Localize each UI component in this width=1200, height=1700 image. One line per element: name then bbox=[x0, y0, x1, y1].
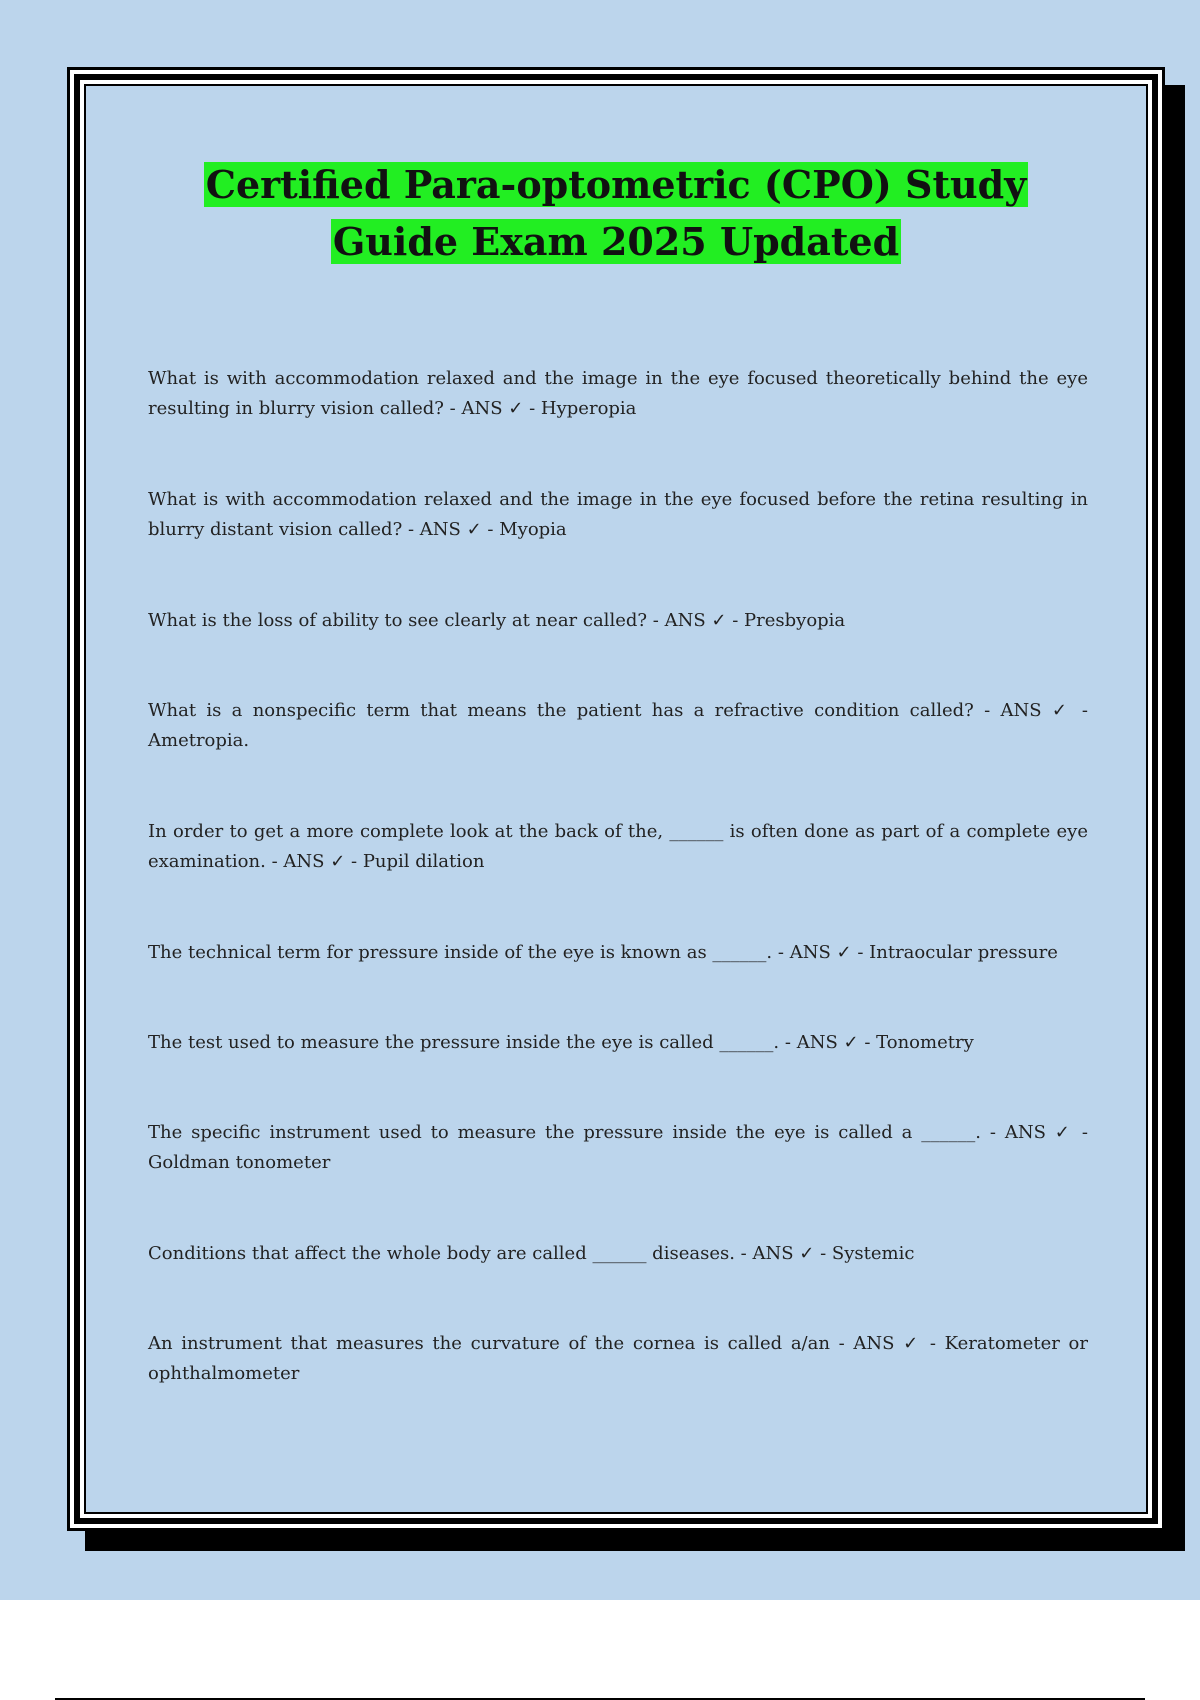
document-frame bbox=[67, 67, 1165, 1531]
answer-prefix: - ANS bbox=[740, 1243, 794, 1264]
frame-border bbox=[74, 74, 1158, 1524]
question-list bbox=[148, 364, 1088, 1450]
answer-prefix: - ANS bbox=[984, 700, 1042, 721]
answer-text: Hyperopia bbox=[540, 398, 637, 419]
question-text: The technical term for pressure inside of the eye is known as ______. bbox=[148, 942, 773, 963]
question-text: The test used to measure the pressure inside the eye is called ______. bbox=[148, 1032, 780, 1053]
answer-prefix: - ANS bbox=[271, 851, 325, 872]
question-item: What is with accommodation relaxed and the image in the eye focused theoretically behind the eye resulting in blurry vision called? - ANS ✓ - Hyperopia bbox=[148, 368, 1088, 419]
check-icon: ✓ bbox=[799, 1243, 815, 1264]
check-icon: ✓ bbox=[843, 1032, 859, 1053]
answer-prefix: - ANS bbox=[449, 398, 503, 419]
answer-text: Intraocular pressure bbox=[869, 942, 1058, 963]
answer-text: Keratometer or ophthalmometer bbox=[148, 1333, 1089, 1384]
check-icon: ✓ bbox=[508, 398, 524, 419]
question-item: The technical term for pressure inside of the eye is known as ______. - ANS ✓ - Intraocular pressure bbox=[148, 942, 1058, 963]
question-item: What is a nonspecific term that means the patient has a refractive condition called? - ANS ✓ - Ametropia. bbox=[148, 700, 1088, 751]
question-text: What is the loss of ability to see clearly at near called? bbox=[148, 610, 648, 631]
check-icon: ✓ bbox=[466, 519, 482, 540]
answer-text: Tonometry bbox=[876, 1032, 974, 1053]
question-text: What is with accommodation relaxed and the image in the eye focused before the retina resulting in blurry distant vision called? bbox=[148, 489, 1088, 540]
answer-prefix: - ANS bbox=[407, 519, 461, 540]
answer-prefix: - ANS bbox=[652, 610, 706, 631]
answer-text: Pupil dilation bbox=[362, 851, 485, 872]
question-item: In order to get a more complete look at the back of the, ______ is often done as part of a complete eye examination. - ANS ✓ - Pupil dilation bbox=[148, 821, 1088, 872]
question-text: Conditions that affect the whole body are called ______ diseases. bbox=[148, 1243, 735, 1264]
answer-prefix: - ANS bbox=[784, 1032, 838, 1053]
answer-text: Ametropia. bbox=[148, 730, 250, 751]
answer-text: Myopia bbox=[499, 519, 567, 540]
answer-text: Goldman tonometer bbox=[148, 1152, 331, 1173]
question-item: What is the loss of ability to see clearly at near called? - ANS ✓ - Presbyopia bbox=[148, 610, 846, 631]
question-item: The specific instrument used to measure the pressure inside the eye is called a ______. - ANS ✓ - Goldman tonometer bbox=[148, 1122, 1088, 1173]
question-text: The specific instrument used to measure the pressure inside the eye is called a ______. bbox=[148, 1122, 981, 1143]
question-text: An instrument that measures the curvature of the cornea is called a/an bbox=[148, 1333, 830, 1354]
check-icon: ✓ bbox=[836, 942, 852, 963]
answer-prefix: - ANS bbox=[838, 1333, 895, 1354]
document-page bbox=[84, 84, 1148, 1514]
check-icon: ✓ bbox=[903, 1333, 922, 1354]
question-item: An instrument that measures the curvature of the cornea is called a/an - ANS ✓ - Keratometer or ophthalmometer bbox=[148, 1333, 1089, 1384]
question-text: In order to get a more complete look at the back of the, ______ is often done as part of a complete eye examination. bbox=[148, 821, 1088, 872]
question-item: Conditions that affect the whole body are called ______ diseases. - ANS ✓ - Systemic bbox=[148, 1243, 915, 1264]
check-icon: ✓ bbox=[330, 851, 346, 872]
question-item: The test used to measure the pressure inside the eye is called ______. - ANS ✓ - Tonometry bbox=[148, 1032, 974, 1053]
question-text: What is a nonspecific term that means the patient has a refractive condition called? bbox=[148, 700, 974, 721]
check-icon: ✓ bbox=[1051, 700, 1072, 721]
answer-text: Systemic bbox=[831, 1243, 915, 1264]
answer-prefix: - ANS bbox=[989, 1122, 1046, 1143]
title-block bbox=[86, 156, 1146, 270]
question-text: What is with accommodation relaxed and the image in the eye focused theoretically behind the eye resulting in blurry vision called? bbox=[148, 368, 1088, 419]
check-icon: ✓ bbox=[711, 610, 727, 631]
check-icon: ✓ bbox=[1054, 1122, 1074, 1143]
answer-prefix: - ANS bbox=[777, 942, 831, 963]
page-title: Certified Para-optometric (CPO) Study Guide Exam 2025 Updated bbox=[205, 162, 1027, 264]
answer-text: Presbyopia bbox=[744, 610, 846, 631]
question-item: What is with accommodation relaxed and the image in the eye focused before the retina resulting in blurry distant vision called? - ANS ✓ - Myopia bbox=[148, 489, 1088, 540]
